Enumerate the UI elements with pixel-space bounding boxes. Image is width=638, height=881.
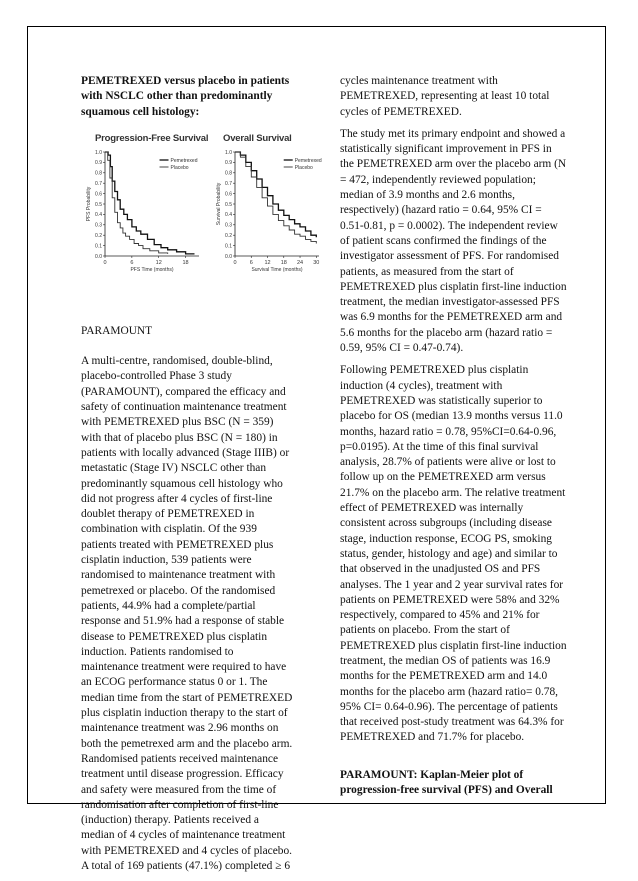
y-tick-label: 0.4 [225,212,232,219]
legend-label-1: Placebo [170,164,189,171]
x-tick-label: 12 [264,259,271,266]
y-tick-label: 0.0 [225,253,232,260]
y-tick-label: 0.1 [95,243,102,250]
y-tick-label: 0.3 [225,222,232,229]
y-tick-label: 1.0 [225,149,232,156]
x-tick-label: 30 [313,259,320,266]
y-tick-label: 0.2 [95,232,102,239]
legend-label-0: Pemetrexed [170,157,198,164]
pfs-chart-title: Progression-Free Survival [95,132,209,144]
x-tick-label: 24 [296,259,304,266]
y-tick-label: 0.6 [95,191,102,198]
y-tick-label: 0.7 [95,180,102,187]
y-tick-label: 0.9 [95,160,102,167]
paragraph-1: cycles maintenance treatment with PEMETREXED, representing at least 10 total cycles of PEMETREXED. [340,75,550,118]
y-tick-label: 0.4 [95,212,102,219]
y-tick-label: 0.3 [95,222,102,229]
y-tick-label: 0.2 [225,232,232,239]
x-axis-label: PFS Time (months) [130,266,174,273]
chart-heading: PEMETREXED versus placebo in patients with NSCLC other than predominantly squamous cell histology: [81,75,290,118]
x-tick-label: 18 [280,259,287,266]
legend-label-0: Pemetrexed [294,157,322,164]
series-line-1 [105,152,168,254]
paragraph-2: The study met its primary endpoint and showed a statistically significant improvement in PFS in the PEMETREXED arm over the placebo arm (N = 472, independently reviewed population; median of 3.9 months and 2.6 months, respectively) (hazard ratio = 0.64, 95% CI = 0.51-0.81, p = 0.0002). The independent review of patient scans confirmed the findings of the investigator assessment of PFS. For randomised patients, as measured from the start of PEMETREXED plus cisplatin first-line induction treatment, the median investigator-assessed PFS was 6.9 months for the PEMETREXED arm and 5.6 months for the placebo arm (hazard ratio = 0.59, 95% CI = 0.47-0.74). [340,127,567,355]
x-axis-label: Survival Time (months) [251,266,303,273]
x-tick-label: 0 [103,259,107,266]
paragraph-3: Following PEMETREXED plus cisplatin induction (4 cycles), treatment with PEMETREXED was statistically superior to placebo for OS (median 13.9 months versus 11.0 months, hazard ratio = 0.78, 95%CI=0.64-0.96, p=0.0195). At the time of this final survival analysis, 28.7% of patients were alive or lost to follow up on the PEMETREXED arm versus 21.7% on the placebo arm. The relative treatment effect of PEMETREXED was internally consistent across subgroups (including disease stage, induction response, ECOG PS, smoking status, gender, histology and age) and similar to that observed in the unadjusted OS and PFS analyses. The 1 year and 2 year survival rates for patients on PEMETREXED were 58% and 32% respectively, compared to 45% and 21% for patients on placebo. From the start of PEMETREXED plus cisplatin first-line induction treatment, the median OS of patients was 16.9 months for the PEMETREXED arm and 14.0 months for the placebo arm (hazard ratio= 0.78, 95% CI= 0.64-0.96). The percentage of patients that received post-study treatment was 64.3% for PEMETREXED and 71.7% for placebo. [340,364,567,744]
y-tick-label: 0.9 [225,160,232,167]
os-chart-title: Overall Survival [223,132,292,144]
y-tick-label: 0.5 [95,201,102,208]
pfs-kaplan-meier-chart [81,148,203,278]
body-paragraph: A multi-centre, randomised, double-blind, placebo-controlled Phase 3 study (PARAMOUNT), compared the efficacy and safety of continuation maintenance treatment with PEMETREXED plus BSC (N = 359) with that of placebo plus BSC (N = 180) in patients with locally advanced (Stage IIIB) or metastatic (Stage IV) NSCLC other than predominantly squamous cell histology who did not progress after 4 cycles of first-line doublet therapy of PEMETREXED in combination with cisplatin. Of the 939 patients treated with PEMETREXED plus cisplatin induction, 539 patients were randomised to maintenance treatment with pemetrexed or placebo. Of the randomised patients, 44.9% had a complete/partial response and 51.9% had a response of stable disease to PEMETREXED plus cisplatin induction. Patients randomised to maintenance treatment were required to have an ECOG performance status 0 or 1. The median time from the start of PEMETREXED plus cisplatin induction therapy to the start of maintenance treatment was 2.96 months on both the pemetrexed arm and the placebo arm. Randomised patients received maintenance treatment until disease progression. Efficacy and safety were measured from the time of randomisation after completion of first-line (induction) therapy. Patients received a median of 4 cycles of maintenance treatment with PEMETREXED and 4 cycles of placebo. A total of 169 patients (47.1%) completed ≥ 6 [81,355,293,872]
x-tick-label: 12 [155,259,162,266]
y-tick-label: 1.0 [95,149,102,156]
left-column [81,74,322,881]
x-tick-label: 6 [249,259,253,266]
y-tick-label: 0.7 [225,180,232,187]
y-tick-label: 0.1 [225,243,232,250]
os-kaplan-meier-chart [211,148,323,278]
section-title: PARAMOUNT [81,324,153,337]
legend-label-1: Placebo [294,164,313,171]
km-figures [81,128,322,324]
y-tick-label: 0.5 [225,201,232,208]
right-column [340,74,568,798]
y-tick-label: 0.8 [225,170,232,177]
y-tick-label: 0.6 [225,191,232,198]
y-axis-label: Survival Probability [216,182,222,226]
x-tick-label: 6 [130,259,134,266]
section-heading-2: PARAMOUNT: Kaplan-Meier plot of progression-free survival (PFS) and Overall [340,768,553,797]
y-axis-label: PFS Probability [86,186,92,222]
x-tick-label: 0 [233,259,237,266]
y-tick-label: 0.8 [95,170,102,177]
x-tick-label: 18 [182,259,189,266]
y-tick-label: 0.0 [95,253,102,260]
